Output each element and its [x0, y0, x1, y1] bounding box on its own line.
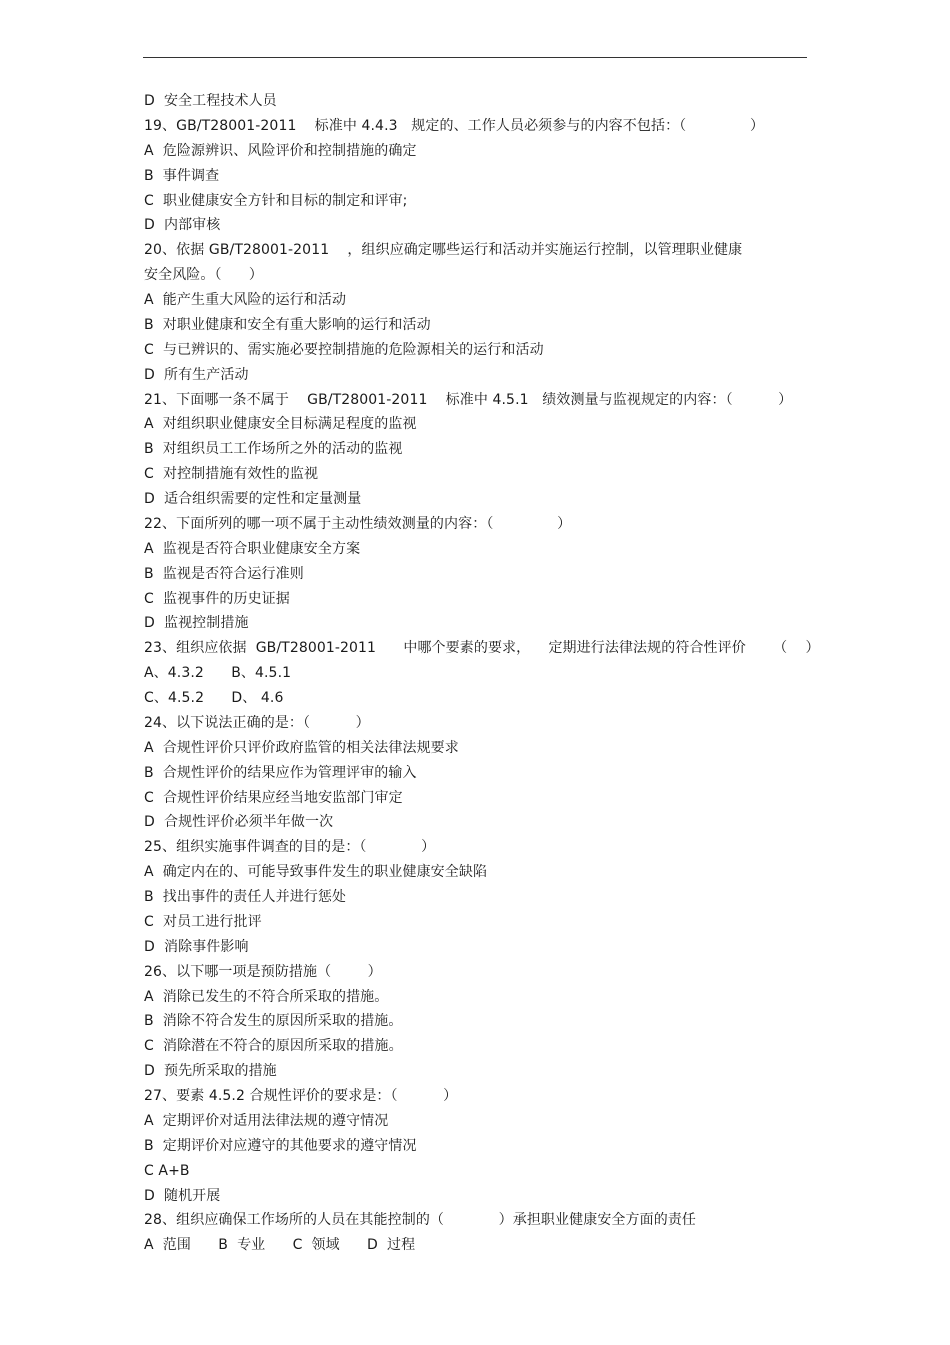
question-21: 21、下面哪一条不属于 GB/T28001-2011 标准中 4.5.1 绩效测量与监视规定的内容：（ ）	[144, 391, 793, 408]
option-line: A 定期评价对适用法律法规的遵守情况	[144, 1112, 389, 1129]
option-line: D 消除事件影响	[144, 938, 249, 955]
option-line: B 监视是否符合运行准则	[144, 565, 304, 582]
option-line: A 合规性评价只评价政府监管的相关法律法规要求	[144, 739, 459, 756]
option-line: D 监视控制措施	[144, 615, 249, 632]
question-26: 26、以下哪一项是预防措施（ ）	[144, 963, 382, 980]
option-line: C 职业健康安全方针和目标的制定和评审;	[144, 192, 408, 209]
option-line: A 能产生重大风险的运行和活动	[144, 292, 347, 308]
option-line: B 消除不符合发生的原因所采取的措施。	[144, 1013, 403, 1030]
option-line: D 随机开展	[144, 1187, 221, 1204]
option-line: D 合规性评价必须半年做一次	[144, 814, 334, 831]
option-line: A、4.3.2 B、4.5.1	[144, 665, 292, 682]
option-line: D 所有生产活动	[144, 366, 249, 383]
option-line: A 消除已发生的不符合所采取的措施。	[144, 988, 389, 1005]
option-line: C 与已辨识的、需实施必要控制措施的危险源相关的运行和活动	[144, 341, 544, 358]
option-line: C、4.5.2 D、 4.6	[144, 690, 284, 706]
question-22: 22、下面所列的哪一项不属于主动性绩效测量的内容：（ ）	[144, 515, 572, 532]
option-line: C 对控制措施有效性的监视	[144, 466, 319, 483]
document-body	[144, 89, 824, 1258]
option-line: D 内部审核	[144, 217, 221, 234]
option-line: B 对职业健康和安全有重大影响的运行和活动	[144, 316, 431, 333]
header-rule	[143, 57, 807, 58]
option-line: D 适合组织需要的定性和定量测量	[144, 491, 362, 507]
option-line: B 找出事件的责任人并进行惩处	[144, 889, 347, 905]
question-27: 27、要素 4.5.2 合规性评价的要求是：（ ）	[144, 1088, 458, 1104]
option-line: C 消除潜在不符合的原因所采取的措施。	[144, 1038, 403, 1055]
option-line: A 确定内在的、可能导致事件发生的职业健康安全缺陷	[144, 864, 488, 881]
text-line: D 安全工程技术人员	[144, 93, 277, 109]
question-20: 20、依据 GB/T28001-2011 ，组织应确定哪些运行和活动并实施运行控制，以管理职业健康	[144, 242, 743, 259]
option-line: A 对组织职业健康安全目标满足程度的监视	[144, 416, 417, 433]
option-line: A 范围 B 专业 C 领域 D 过程	[144, 1237, 416, 1254]
option-line: D 预先所采取的措施	[144, 1063, 277, 1080]
question-20-cont: 安全风险。（ ）	[144, 267, 264, 284]
option-line: B 定期评价对应遵守的其他要求的遵守情况	[144, 1137, 417, 1154]
option-line: A 危险源辨识、风险评价和控制措施的确定	[144, 142, 417, 159]
question-24: 24、以下说法正确的是：（ ）	[144, 714, 370, 731]
option-line: B 合规性评价的结果应作为管理评审的输入	[144, 764, 417, 781]
question-23: 23、组织应依据 GB/T28001-2011 中哪个要素的要求， 定期进行法律法规的符合性评价 （ ）	[144, 640, 820, 657]
question-19: 19、GB/T28001-2011 标准中 4.4.3 规定的、工作人员必须参与的内容不包括：（ ）	[144, 117, 765, 134]
option-line: A 监视是否符合职业健康安全方案	[144, 540, 361, 557]
question-25: 25、组织实施事件调查的目的是：（ ）	[144, 839, 436, 856]
option-line: B 事件调查	[144, 167, 220, 184]
option-line: C 合规性评价结果应经当地安监部门审定	[144, 789, 403, 806]
option-line: C 对员工进行批评	[144, 913, 262, 930]
option-line: B 对组织员工工作场所之外的活动的监视	[144, 441, 403, 458]
question-28: 28、组织应确保工作场所的人员在其能控制的（ ）承担职业健康安全方面的责任	[144, 1212, 697, 1229]
option-line: C 监视事件的历史证据	[144, 590, 290, 607]
option-line: C A+B	[144, 1162, 190, 1179]
